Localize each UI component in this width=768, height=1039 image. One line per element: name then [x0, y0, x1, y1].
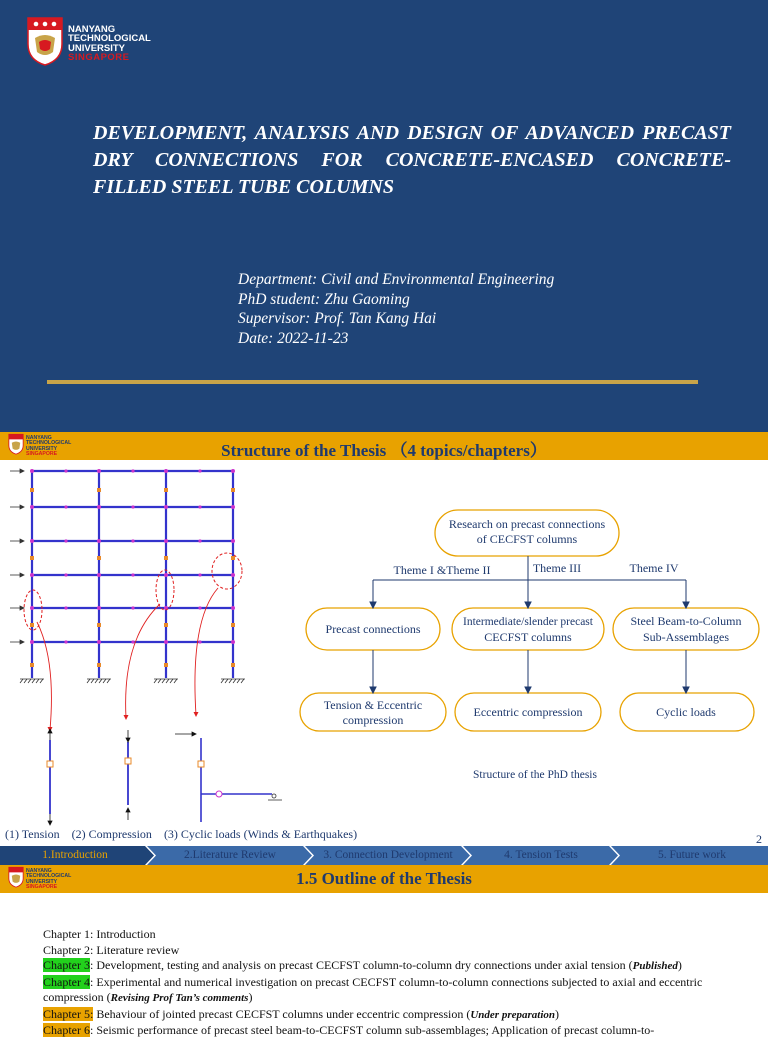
caption-tension: (1) Tension [5, 827, 60, 841]
flow-caption: Structure of the PhD thesis [473, 769, 597, 781]
thesis-title: DEVELOPMENT, ANALYSIS AND DESIGN OF ADVANCED PRECAST DRY CONNECTIONS FOR CONCRETE-ENCASED CONCRETE-FILLED STEEL TUBE COLUMNS [93, 122, 731, 198]
flow-box2-line1: Intermediate/slender precast [463, 616, 593, 628]
logo-line: TECHNOLOGICAL [26, 873, 72, 880]
chapter-3: Chapter 3: Development, testing and analysis on precast CECFST column-to-column dry connections under axial tension (Published) [43, 958, 682, 972]
logo-line: UNIVERSITY [26, 878, 58, 885]
flow-box3-line1: Steel Beam-to-Column [630, 614, 742, 628]
slide-title: Structure of the Thesis （4 topics/chapters） [221, 441, 547, 460]
flow-box6-text: Cyclic loads [656, 705, 716, 719]
chapter-5-text: Behaviour of jointed precast CECFST columns under eccentric compression ( [93, 1006, 471, 1021]
nav-item-introduction[interactable]: 1.Introduction [42, 849, 108, 861]
date-line: Date: 2022-11-23 [238, 329, 349, 347]
flow-root-line1: Research on precast connections [448, 517, 606, 531]
logo-line: NANYANG [68, 23, 116, 35]
chapter-list [43, 927, 733, 1039]
flow-box1-text: Precast connections [325, 622, 421, 636]
flow-root-line2: of CECFST columns [476, 532, 578, 546]
caption-cyclic: (3) Cyclic loads (Winds & Earthquakes) [163, 827, 358, 841]
chapter-5: Chapter 5: Behaviour of jointed precast CECFST columns under eccentric compression (Under preparation) [43, 1006, 560, 1021]
chapter-3-status: Published [632, 960, 678, 972]
nav-item-connection-development[interactable]: 3. Connection Development [323, 849, 453, 861]
flow-box3-line2: Sub-Assemblages [643, 630, 729, 644]
gold-divider [47, 380, 698, 384]
page-number: 2 [756, 832, 762, 846]
department-line: Department: Civil and Environmental Engineering [238, 271, 555, 288]
leader-arrows [37, 588, 218, 730]
chapter-6 [43, 1023, 733, 1039]
slide-header [0, 432, 768, 460]
logo-line: NANYANG [26, 868, 52, 875]
slide-title: 1.5 Outline of the Thesis [296, 869, 472, 888]
supervisor-line: Supervisor: Prof. Tan Kang Hai [238, 310, 437, 327]
cyclic-specimen [201, 738, 272, 822]
chapter-4-status: Revising Prof Tan’s comments [110, 992, 249, 1004]
highlight-ellipses [24, 553, 242, 630]
logo-line-country: SINGAPORE [68, 52, 130, 63]
flow-theme-mid: Theme III [532, 561, 582, 575]
flow-box4-line1: Tension & Eccentric [323, 698, 423, 712]
chapter-6-label: Chapter 6 [43, 1023, 90, 1037]
specimen-captions [5, 827, 357, 842]
chapter-5-label: Chapter 5: [43, 1006, 94, 1021]
logo-line: NANYANG [26, 435, 52, 442]
flow-theme-right: Theme IV [629, 561, 679, 575]
logo-line: UNIVERSITY [68, 42, 126, 54]
thesis-structure-flowchart [290, 502, 768, 781]
caption-compression: (2) Compression [71, 827, 152, 841]
nav-item-literature-review[interactable]: 2.Literature Review [184, 849, 276, 861]
outline-slide [0, 865, 768, 1037]
structure-slide [0, 432, 768, 865]
ntu-wordmark [68, 25, 151, 63]
logo-line: UNIVERSITY [26, 445, 58, 452]
student-line: PhD student: Zhu Gaoming [238, 290, 410, 308]
chapter-4: Chapter 4: Experimental and numerical investigation on precast CECFST column-to-column connections subjected to axial and eccentric compression (Revising Prof Tan’s comments) [43, 974, 703, 1004]
chapter-5-status: Under preparation [470, 1008, 556, 1021]
flow-box5-text: Eccentric compression [473, 705, 583, 719]
frame-joints [30, 469, 235, 644]
chapter-1: Chapter 1: Introduction [43, 927, 156, 941]
ntu-logo [26, 16, 151, 71]
chapter-4-text: : Experimental and numerical investigation on precast CECFST column-to-column connections subjected to axial and eccentric compression ( [43, 974, 703, 1004]
flow-theme-left: Theme I &Theme II [393, 563, 491, 577]
fixed-supports [20, 679, 245, 683]
logo-line: TECHNOLOGICAL [26, 440, 72, 447]
nav-item-tension-tests[interactable]: 4. Tension Tests [504, 849, 578, 861]
presentation-info [238, 270, 554, 348]
section-nav-bar [0, 846, 768, 865]
lateral-load-arrows [10, 469, 24, 644]
flow-box4-line2: compression [342, 713, 404, 727]
frame-structure-diagram [0, 460, 290, 828]
chapter-2: Chapter 2: Literature review [43, 942, 180, 957]
title-slide [0, 0, 768, 432]
chapter-3-label: Chapter 3 [43, 958, 90, 972]
flow-box2-line2: CECFST columns [484, 630, 572, 644]
column-splices [30, 488, 235, 667]
logo-line-country: SINGAPORE [26, 450, 58, 457]
chapter-3-text: : Development, testing and analysis on precast CECFST column-to-column dry connections under axial tension ( [90, 958, 633, 972]
ntu-crest-icon [26, 16, 64, 71]
slide-header [0, 865, 768, 893]
nav-item-future-work[interactable]: 5. Future work [657, 849, 727, 861]
logo-line-country: SINGAPORE [26, 883, 58, 890]
chapter-4-label: Chapter 4 [43, 974, 90, 989]
logo-line: TECHNOLOGICAL [68, 33, 151, 44]
chapter-6-text: : Seismic performance of precast steel beam-to-CECFST column sub-assemblages; Application of precast column-to- [90, 1023, 655, 1037]
